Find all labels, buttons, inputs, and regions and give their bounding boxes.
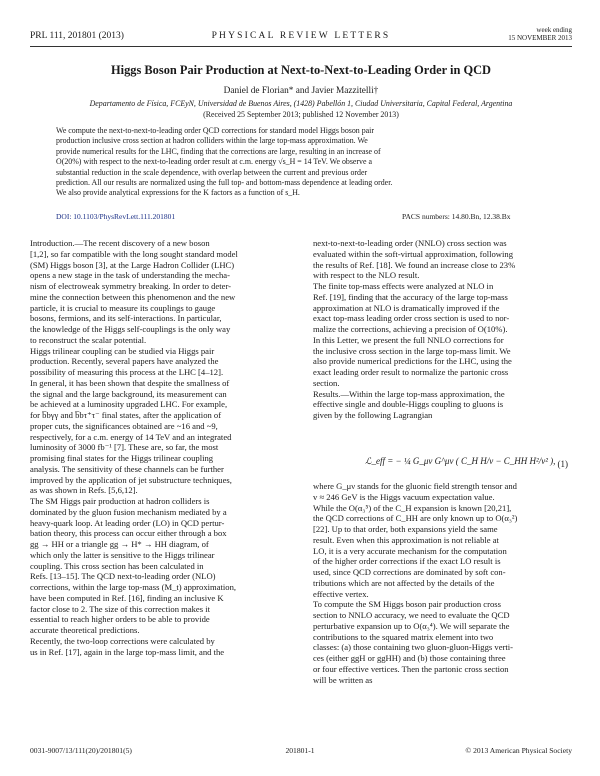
footer-page: 201801-1	[285, 746, 315, 755]
running-header	[30, 26, 572, 46]
body-text-line: malize the corrections, achieving a precision of O(10%).	[313, 324, 508, 334]
body-text-line: [1,2], so far compatible with the long sought standard model	[30, 248, 238, 259]
equation-1	[313, 450, 572, 478]
week-label: week ending	[536, 26, 572, 34]
body-text-line: evaluated within the soft-virtual approximation, following	[313, 248, 513, 259]
body-text-line: dominated by the gluon fusion mechanism mediated by a	[30, 506, 227, 517]
footer-copyright: © 2013 American Physical Society	[465, 746, 572, 755]
body-text-line: heavy-quark loop. At leading order (LO) in QCD pertur-	[30, 517, 225, 528]
body-text-line: Results.—Within the large top-mass approximation, the	[313, 388, 505, 399]
body-text-line: essential to reach higher orders to be able to provide	[30, 614, 210, 625]
body-text-line: accurate theoretical predictions.	[30, 625, 140, 635]
body-text-line: tributions which are not affected by the details of the	[313, 577, 495, 588]
body-text-line: us in Ref. [17], again in the large top-mass limit, and the	[30, 646, 225, 657]
body-text-line: gg → HH or a triangle gg → H* → HH diagram, of	[30, 539, 209, 549]
equation-body: ℒ_eff = − ¼ G_μν G^μν ( C_H H/v − C_HH H²/v² ),	[365, 456, 556, 466]
body-text-line: the QCD corrections of C_HH are only known up to O(α₃²)	[313, 513, 518, 524]
abstract-line: prediction. All our results are normalized using the full top- and bottom-mass dependence at leading order.	[56, 178, 393, 188]
body-text-line: exact top-mass leading order cross section is used to nor-	[313, 313, 510, 324]
body-text-line: proper cuts, the significances obtained are ~16 and ~9,	[30, 420, 218, 431]
received-dates: (Received 25 September 2013; published 12 November 2013)	[203, 110, 399, 119]
body-text-line: particle, it is crucial to measure its couplings to gauge	[30, 302, 216, 313]
body-text-line: analysis. The sensitivity of these channels can be further	[30, 463, 224, 474]
body-text-line: While the O(α₃⁵) of the C_H expansion is known [20,21],	[313, 502, 512, 513]
body-text-line: v ≈ 246 GeV is the Higgs vacuum expectation value.	[313, 491, 495, 502]
body-text-line: In general, it has been shown that despite the smallness of	[30, 377, 230, 388]
body-text-line: [22]. Up to that order, both expansions yield the same	[313, 524, 498, 534]
body-text-line: Ref. [19], finding that the accuracy of the large top-mass	[313, 291, 508, 302]
body-text-line: perturbative expansion up to O(α₃⁴). We will separate the	[313, 620, 510, 631]
abstract-line: provide numerical results for the LHC, finding that the corrections are large, resulting in an increase of	[56, 146, 381, 156]
paper-title: Higgs Boson Pair Production at Next-to-Next-to-Leading Order in QCD	[111, 63, 491, 77]
body-text-line: luminosity of 3000 fb⁻¹ [7]. These are, so far, the most	[30, 442, 219, 453]
affiliation: Departamento de Física, FCEyN, Universidad de Buenos Aires, (1428) Pabellón 1, Ciudad Universitaria, Capital Federal, Argentina	[89, 99, 513, 108]
body-text-line: the knowledge of the Higgs self-couplings is the only way	[30, 324, 231, 334]
body-text-line: where G_μν stands for the gluonic field strength tensor and	[313, 481, 517, 491]
body-text-line: for b̅bγγ and b̅bτ⁺τ⁻ final states, after the application of	[30, 410, 222, 420]
body-text-line: mine the connection between this phenomenon and the new	[30, 291, 236, 302]
journal-name: PHYSICAL REVIEW LETTERS	[211, 31, 391, 41]
body-text-line: coupling. This cross section has been calculated in	[30, 560, 204, 571]
body-text-line: The SM Higgs pair production at hadron colliders is	[30, 496, 210, 506]
body-text-line: result. Even when this approximation is not reliable at	[313, 534, 499, 545]
equation-number: (1)	[557, 459, 568, 469]
body-text-line: the results of Ref. [18]. We found an increase close to 23%	[313, 259, 516, 270]
week-date: 15 NOVEMBER 2013	[508, 34, 572, 42]
abstract-line: substantial reduction in the scale dependence, with overlap between the current and previous order	[56, 167, 368, 177]
abstract	[56, 126, 546, 199]
abstract-line: We also provide analytical expressions for the K factors as a function of s_H.	[56, 188, 300, 198]
body-text-line: used, since QCD corrections are dominated by soft con-	[313, 567, 506, 577]
body-text-line: production. Recently, several papers have analyzed the	[30, 356, 219, 367]
body-text-line: contributions to the squared matrix element into two	[313, 631, 494, 642]
body-text-line: promising final states for the Higgs trilinear coupling	[30, 453, 214, 463]
journal-ref: PRL 111, 201801 (2013)	[30, 31, 124, 41]
body-text-line: opens a new stage in the task of understanding the mecha-	[30, 270, 230, 281]
body-text-line: also provide numerical predictions for the LHC, using the	[313, 356, 512, 367]
right-column-top	[313, 238, 572, 421]
body-text-line: approximation at NLO is dramatically improved if the	[313, 302, 500, 313]
body-text-line: Introduction.—The recent discovery of a new boson	[30, 238, 210, 248]
body-text-line: given by the following Lagrangian	[313, 410, 433, 420]
body-text-line: In this Letter, we present the full NNLO corrections for	[313, 334, 504, 345]
body-text-line: of the higher order corrections if the exact LO result is	[313, 556, 501, 567]
body-text-line: as was shown in Refs. [5,6,12].	[30, 485, 138, 496]
body-text-line: section.	[313, 377, 340, 388]
body-text-line: bation theory, this process can occur either through a box	[30, 528, 227, 539]
author-list: Daniel de Florian* and Javier Mazzitelli†	[223, 86, 379, 96]
body-text-line: respectively, for a c.m. energy of 14 TeV and an integrated	[30, 431, 232, 442]
pacs-numbers: PACS numbers: 14.80.Bn, 12.38.Bx	[402, 212, 511, 221]
body-text-line: factor close to 2. The size of this correction makes it	[30, 603, 211, 614]
body-text-line: classes: (a) those containing two gluon-gluon-Higgs verti-	[313, 642, 514, 653]
body-text-line: the inclusive cross section in the large top-mass limit. We	[313, 345, 511, 356]
doi-link[interactable]: DOI: 10.1103/PhysRevLett.111.201801	[56, 212, 176, 221]
body-text-line: bosons, fermions, and its self-interactions. In particular,	[30, 313, 222, 324]
body-text-line: ces (either ggH or ggHH) and (b) those containing three	[313, 653, 506, 663]
body-text-line: effective vertex.	[313, 588, 369, 599]
body-text-line: LO, it is a very accurate mechanism for the computation	[313, 545, 507, 556]
body-text-line: Recently, the two-loop corrections were calculated by	[30, 635, 215, 646]
body-text-line: exact leading order result to normalize the partonic cross	[313, 367, 509, 377]
body-text-line: corrections, within the large top-mass (M_t) approximation,	[30, 582, 237, 592]
left-column	[30, 238, 289, 657]
body-text-line: Refs. [13–15]. The QCD next-to-leading order (NLO)	[30, 571, 216, 582]
footer-issn: 0031-9007/13/111(20)/201801(5)	[30, 746, 132, 755]
body-text-line: To compute the SM Higgs boson pair production cross	[313, 599, 501, 610]
body-text-line: effective single and double-Higgs coupling to gluons is	[313, 399, 504, 410]
body-text-line: improved by the application of jet substructure techniques,	[30, 474, 232, 485]
body-text-line: Higgs trilinear coupling can be studied via Higgs pair	[30, 345, 215, 356]
header-rule	[30, 46, 572, 47]
body-text-line: section to NNLO accuracy, we need to evaluate the QCD	[313, 610, 510, 620]
body-text-line: with respect to the NLO result.	[313, 270, 420, 281]
body-text-line: the signal and the large background, its measurement can	[30, 388, 227, 399]
body-text-line: nism of electroweak symmetry breaking. In order to deter-	[30, 281, 231, 291]
abstract-line: We compute the next-to-next-to-leading order QCD corrections for standard model Higgs boson pair	[56, 126, 374, 135]
body-text-line: The finite top-mass effects were analyzed at NLO in	[313, 281, 494, 291]
body-text-line: which only the latter is sensitive to the Higgs trilinear	[30, 549, 215, 560]
week-ending	[508, 26, 572, 42]
body-text-line: possibility of measuring this process at the LHC [4–12].	[30, 367, 224, 377]
body-text-line: be achieved at a luminosity upgraded LHC. For example,	[30, 399, 228, 410]
abstract-line: O(20%) with respect to the next-to-leading order result at c.m. energy √s_H = 14 TeV. We observe a	[56, 157, 372, 167]
body-text-line: have been computed in Ref. [16], finding an inclusive K	[30, 592, 224, 603]
body-text-line: next-to-next-to-leading order (NNLO) cross section was	[313, 238, 507, 248]
body-text-line: will be written as	[313, 674, 373, 685]
body-text-line: to reconstruct the scalar potential.	[30, 334, 147, 345]
right-column-bottom	[313, 481, 572, 685]
abstract-line: production inclusive cross section at hadron colliders within the large top-mass approximation. We	[56, 136, 368, 146]
body-text-line: or four effective vertices. Then the partonic cross section	[313, 663, 509, 674]
body-text-line: (SM) Higgs boson [3], at the Large Hadron Collider (LHC)	[30, 259, 235, 270]
